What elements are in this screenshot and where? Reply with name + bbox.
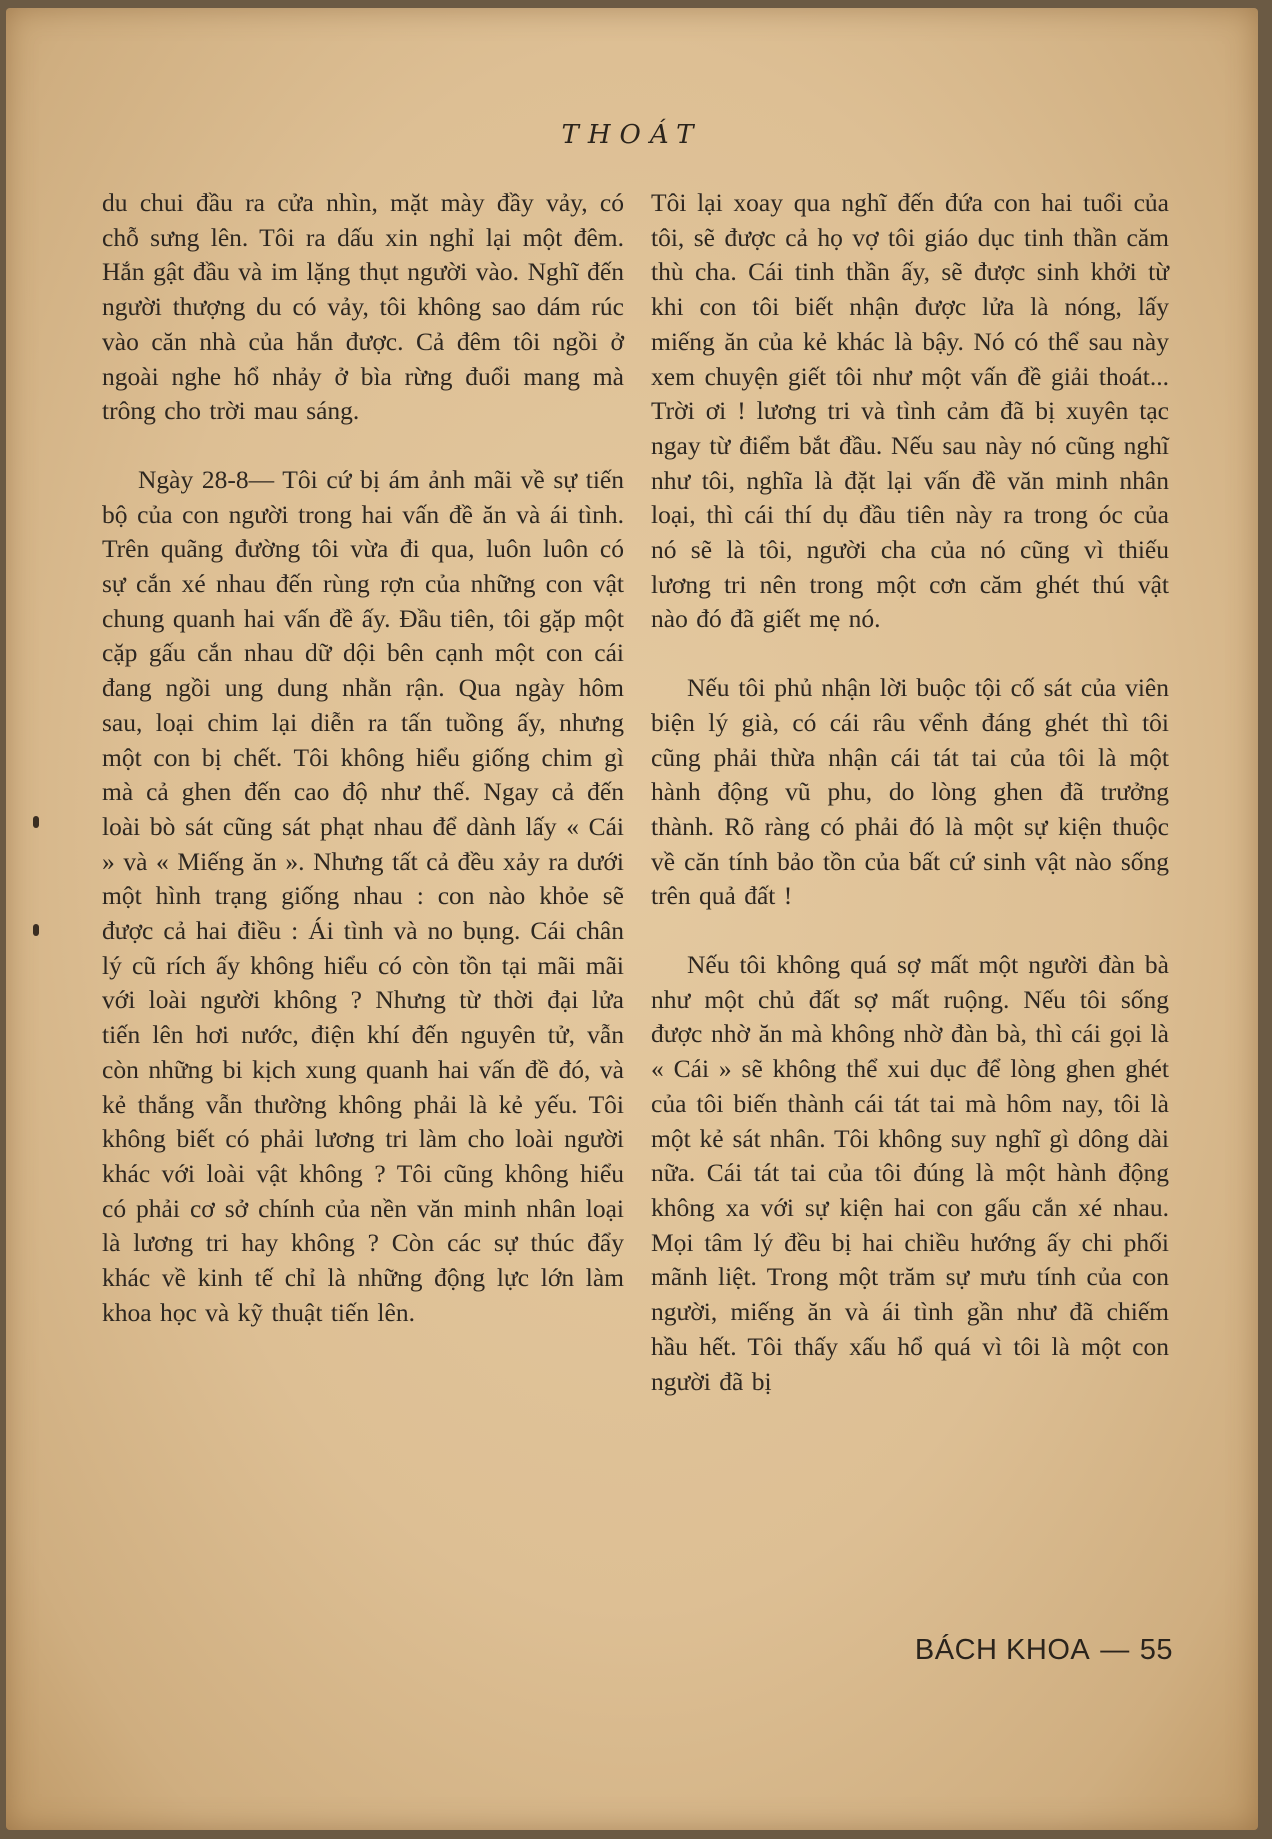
page-number: 55 <box>1139 1634 1173 1666</box>
left-column <box>102 186 624 1331</box>
paragraph: du chui đầu ra cửa nhìn, mặt mày đầy vảy, có chỗ sưng lên. Tôi ra dấu xin nghỉ lại một đêm. Hắn gật đầu và im lặng thụt người vào. Nghĩ đến người thượng du có vảy, tôi không sao dám rúc vào căn nhà của hắn được. Cả đêm tôi ngồi ở ngoài nghe hổ nhảy ở bìa rừng đuổi mang mà trông cho trời mau sáng. <box>102 188 624 426</box>
binding-hole-mark <box>33 816 39 828</box>
book-page <box>6 8 1258 1830</box>
paragraph: Ngày 28-8— Tôi cứ bị ám ảnh mãi về sự tiến bộ của con người trong hai vấn đề ăn và ái tình. Trên quãng đường tôi vừa đi qua, luôn luôn có sự cắn xé nhau đến rùng rợn của những con vật chung quanh hai vấn đề ấy. Đầu tiên, tôi gặp một cặp gấu cắn nhau dữ dội bên cạnh một con cái đang ngồi ung dung nhằn rận. Qua ngày hôm sau, loại chim lại diễn ra tấn tuồng ấy, nhưng một con bị chết. Tôi không hiểu giống chim gì mà cả ghen đến cao độ như thế. Ngay cả đến loài bò sát cũng sát phạt nhau để dành lấy « Cái » và « Miếng ăn ». Nhưng tất cả đều xảy ra dưới một hình trạng giống nhau : con nào khỏe sẽ được cả hai điều : Ái tình và no bụng. Cái chân lý cũ rích ấy không hiểu có còn tồn tại mãi mãi với loài người không ? Nhưng từ thời đại lửa tiến lên hơi nước, điện khí đến nguyên tử, vẫn còn những bi kịch xung quanh hai vấn đề đó, và kẻ thắng vẫn thường không phải là kẻ yếu. Tôi không biết có phải lương tri làm cho loài người khác với loài vật không ? Tôi cũng không hiểu có phải cơ sở chính của nền văn minh nhân loại là lương tri hay không ? Còn các sự thúc đẩy khác về kinh tế chỉ là những động lực lớn làm khoa học và kỹ thuật tiến lên. <box>102 464 624 1327</box>
running-header: THOÁT <box>561 120 703 150</box>
paragraph: Nếu tôi phủ nhận lời buộc tội cố sát của viên biện lý già, có cái râu vểnh đáng ghét thì tôi cũng phải thừa nhận cái tát tai của tôi là một hành động vũ phu, do lòng ghen đã trưởng thành. Rõ ràng có phải đó là một sự kiện thuộc về căn tính bảo tồn của bất cứ sinh vật nào sống trên quả đất ! <box>651 673 1169 911</box>
footer-dash: — <box>1100 1634 1130 1666</box>
paragraph: Nếu tôi không quá sợ mất một người đàn bà như một chủ đất sợ mất ruộng. Nếu tôi sống được nhờ ăn mà không nhờ đàn bà, thì cái gọi là « Cái » sẽ không thể xui dục để lòng ghen ghét của tôi biến thành cái tát tai mà hôm nay, tôi là một kẻ sát nhân. Tôi không suy nghĩ gì dông dài nữa. Cái tát tai của tôi đúng là một hành động không xa với sự kiện hai con gấu cắn xé nhau. Mọi tâm lý đều bị hai chiều hướng ấy chi phối mãnh liệt. Trong một trăm sự mưu tính của con người, miếng ăn và ái tình gần như đã chiếm hầu hết. Tôi thấy xấu hổ quá vì tôi là một con người đã bị <box>651 950 1169 1396</box>
right-column <box>651 186 1169 1399</box>
binding-hole-mark <box>33 924 39 936</box>
page-footer <box>915 1634 1173 1667</box>
paragraph: Tôi lại xoay qua nghĩ đến đứa con hai tuổi của tôi, sẽ được cả họ vợ tôi giáo dục tinh thần căm thù cha. Cái tinh thần ấy, sẽ được sinh khởi từ khi con tôi biết nhận được lửa là nóng, lấy miếng ăn của kẻ khác là bậy. Nó có thể sau này xem chuyện giết tôi như một vấn đề giải thoát... Trời ơi ! lương tri và tình cảm đã bị xuyên tạc ngay từ điểm bắt đầu. Nếu sau này nó cũng nghĩ như tôi, nghĩa là đặt lại vấn đề văn minh nhân loại, thì cái thí dụ đầu tiên này ra trong óc của nó sẽ là tôi, người cha của nó cũng vì thiếu lương tri nên trong một cơn căm ghét thú vật nào đó đã giết mẹ nó. <box>651 188 1169 634</box>
magazine-name: BÁCH KHOA <box>914 1634 1091 1666</box>
